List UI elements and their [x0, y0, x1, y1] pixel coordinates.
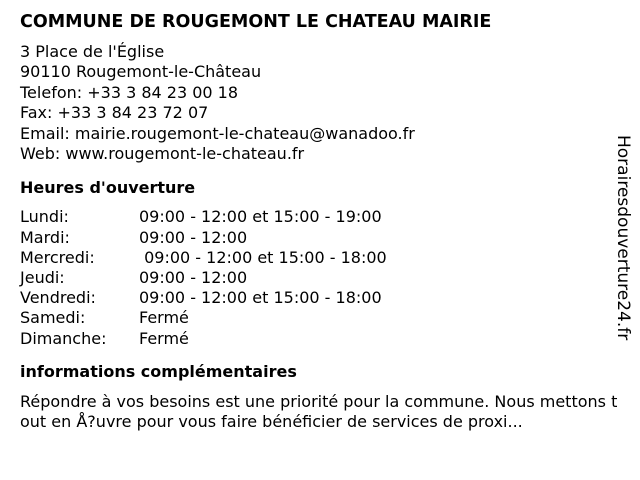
address-street: 3 Place de l'Église [20, 42, 165, 61]
fax-number: Fax: +33 3 84 23 72 07 [20, 103, 209, 123]
day-label: Dimanche: [20, 328, 107, 348]
hours-row-monday [20, 207, 610, 227]
additional-info-heading: informations complémentaires [20, 361, 297, 381]
mairie-info-card [20, 10, 618, 433]
day-label: Samedi: [20, 308, 86, 328]
hours-row-sunday [20, 329, 610, 349]
day-label: Vendredi: [20, 288, 96, 308]
hours-row-tuesday [20, 228, 610, 248]
phone-number: Telefon: +33 3 84 23 00 18 [20, 82, 239, 102]
contact-block [20, 42, 610, 164]
day-hours: 09:00 - 12:00 [139, 227, 248, 247]
website-address: Web: www.rougemont-le-chateau.fr [20, 144, 305, 164]
address-city: 90110 Rougemont-le-Château [20, 62, 262, 82]
opening-hours-heading: Heures d'ouverture [20, 178, 196, 198]
side-brand-watermark: Horairesdouverture24.fr [613, 135, 633, 341]
day-label: Mardi: [20, 227, 70, 247]
day-label: Lundi: [20, 207, 69, 227]
day-label: Mercredi: [20, 247, 95, 267]
day-hours: 09:00 - 12:00 et 15:00 - 18:00 [139, 288, 382, 308]
day-hours: 09:00 - 12:00 [139, 268, 248, 288]
hours-row-saturday [20, 308, 610, 328]
page-title: COMMUNE DE ROUGEMONT LE CHATEAU MAIRIE [20, 12, 492, 32]
additional-info-text: Répondre à vos besoins est une priorité pour la commune. Nous mettons tout en Å?uvre pour vous faire bénéficier de services de proxi... [20, 391, 618, 432]
day-hours: Fermé [139, 308, 189, 328]
day-hours: Fermé [139, 328, 189, 348]
opening-hours-list [20, 207, 610, 348]
hours-row-friday [20, 288, 610, 308]
day-hours: 09:00 - 12:00 et 15:00 - 19:00 [139, 207, 382, 227]
email-address: Email: mairie.rougemont-le-chateau@wanadoo.fr [20, 123, 415, 143]
day-label: Jeudi: [20, 268, 65, 288]
hours-row-wednesday [20, 248, 610, 268]
day-hours: 09:00 - 12:00 et 15:00 - 18:00 [139, 247, 387, 267]
hours-row-thursday [20, 268, 610, 288]
